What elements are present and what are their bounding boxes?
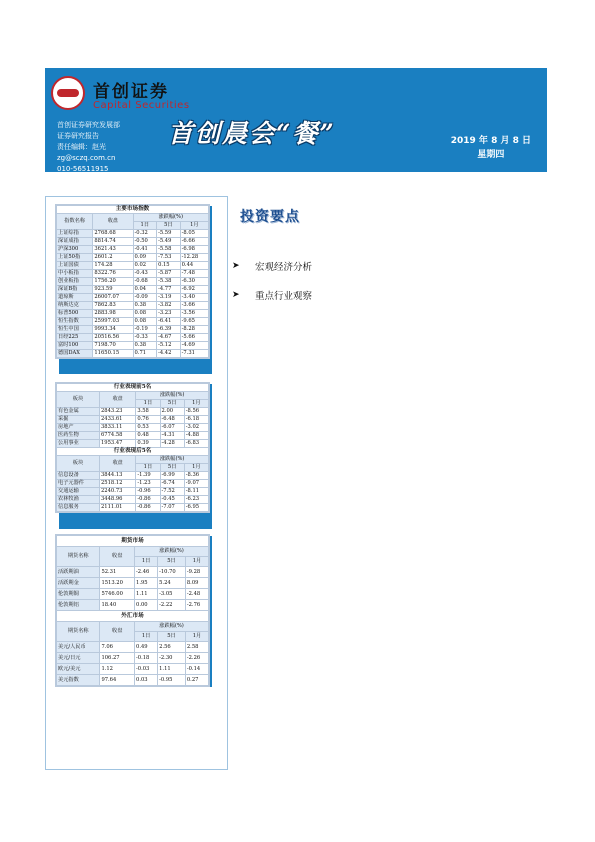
row-value-cell: -3.56 <box>180 310 208 318</box>
row-value-cell: 0.03 <box>135 675 158 686</box>
table-title: 主要市场指数 <box>57 206 209 214</box>
table-row <box>57 416 209 424</box>
table-row <box>57 472 209 480</box>
row-value-cell: -0.41 <box>133 246 157 254</box>
row-name-cell: 德国DAX <box>57 350 93 358</box>
logo-chinese-name: 首创证券 <box>93 82 169 102</box>
row-value-cell: -8.11 <box>184 488 208 496</box>
col-header-period: 1月 <box>185 632 208 642</box>
row-value-cell: 5.24 <box>158 578 186 589</box>
col-header-change: 涨跌幅(%) <box>136 456 209 464</box>
row-value-cell: -0.86 <box>136 496 160 504</box>
row-name-cell: 日经225 <box>57 334 93 342</box>
row-value-cell: 1.12 <box>100 664 135 675</box>
row-value-cell: 11650.15 <box>93 350 133 358</box>
row-value-cell: -8.36 <box>184 472 208 480</box>
row-value-cell: -6.95 <box>184 504 208 512</box>
col-header-period: 1月 <box>180 222 208 230</box>
row-value-cell: 0.00 <box>135 600 158 611</box>
row-value-cell: -4.28 <box>160 440 184 448</box>
editor-label: 责任编辑：赵光 <box>57 143 106 151</box>
row-value-cell: -6.39 <box>157 326 181 334</box>
row-value-cell: -0.14 <box>185 664 208 675</box>
table-row <box>57 334 209 342</box>
row-value-cell: 3448.96 <box>100 496 136 504</box>
list-item[interactable] <box>232 259 312 273</box>
row-name-cell: 创业板指 <box>57 278 93 286</box>
row-name-cell: 信息服务 <box>57 504 100 512</box>
row-value-cell: 1756.20 <box>93 278 133 286</box>
col-header-period: 1日 <box>135 557 158 567</box>
row-value-cell: -6.23 <box>184 496 208 504</box>
table-row <box>57 424 209 432</box>
table-row <box>57 496 209 504</box>
table-row <box>57 318 209 326</box>
row-value-cell: -6.98 <box>180 246 208 254</box>
row-value-cell: -1.23 <box>136 480 160 488</box>
table-row <box>57 294 209 302</box>
col-header-period: 5日 <box>160 464 184 472</box>
row-value-cell: -6.48 <box>160 416 184 424</box>
row-value-cell: 25997.03 <box>93 318 133 326</box>
table-title: 外汇市场 <box>57 611 209 622</box>
row-value-cell: 1.11 <box>158 664 186 675</box>
row-name-cell: 富时100 <box>57 342 93 350</box>
row-value-cell: -0.50 <box>133 238 157 246</box>
row-value-cell: 1.11 <box>135 589 158 600</box>
row-name-cell: 活跃期油 <box>57 567 100 578</box>
row-value-cell: 0.27 <box>185 675 208 686</box>
table-row <box>57 238 209 246</box>
row-value-cell: -6.66 <box>180 238 208 246</box>
col-header-change: 涨跌幅(%) <box>135 547 209 557</box>
table-row <box>57 488 209 496</box>
row-value-cell: 9993.34 <box>93 326 133 334</box>
col-header-close: 收盘 <box>100 622 135 642</box>
row-value-cell: 2240.73 <box>100 488 136 496</box>
table-row <box>57 675 209 686</box>
table-row <box>57 246 209 254</box>
col-header-period: 5日 <box>158 632 186 642</box>
col-header-close: 收盘 <box>100 392 136 408</box>
row-value-cell: 174.28 <box>93 262 133 270</box>
list-item-label: 宏观经济分析 <box>255 262 313 273</box>
row-value-cell: 7198.70 <box>93 342 133 350</box>
row-name-cell: 采掘 <box>57 416 100 424</box>
col-header-period: 1月 <box>184 400 208 408</box>
row-value-cell: -4.67 <box>157 334 181 342</box>
row-value-cell: 1953.47 <box>100 440 136 448</box>
row-value-cell: -6.99 <box>160 472 184 480</box>
row-value-cell: 1513.20 <box>100 578 135 589</box>
row-value-cell: -9.65 <box>180 318 208 326</box>
col-header-period: 1日 <box>133 222 157 230</box>
row-value-cell: -0.18 <box>135 653 158 664</box>
row-value-cell: 923.59 <box>93 286 133 294</box>
table-row <box>57 578 209 589</box>
row-value-cell: -0.86 <box>136 504 160 512</box>
row-name-cell: 农林牧渔 <box>57 496 100 504</box>
table-row <box>57 480 209 488</box>
table-title: 期货市场 <box>57 536 209 547</box>
row-value-cell: -5.38 <box>157 278 181 286</box>
row-value-cell: -5.87 <box>157 270 181 278</box>
row-value-cell: 8814.74 <box>93 238 133 246</box>
row-value-cell: 3.58 <box>136 408 160 416</box>
table-row <box>57 310 209 318</box>
row-value-cell: -6.18 <box>184 416 208 424</box>
row-name-cell: 恒生中国 <box>57 326 93 334</box>
logo-english-name: Capital Securities <box>93 100 190 111</box>
row-value-cell: -8.28 <box>180 326 208 334</box>
row-name-cell: 深证B指 <box>57 286 93 294</box>
row-value-cell: -0.09 <box>133 294 157 302</box>
row-value-cell: 2.58 <box>185 642 208 653</box>
table-row <box>57 600 209 611</box>
row-name-cell: 道琼斯 <box>57 294 93 302</box>
row-value-cell: -7.07 <box>160 504 184 512</box>
row-value-cell: -2.48 <box>185 589 208 600</box>
col-header-name: 板块 <box>57 456 100 472</box>
header-contact-info <box>57 120 120 175</box>
key-points-list <box>232 259 312 317</box>
table-row <box>57 326 209 334</box>
row-value-cell: 0.02 <box>133 262 157 270</box>
row-value-cell: 0.76 <box>136 416 160 424</box>
table-row <box>57 504 209 512</box>
row-value-cell: -4.77 <box>157 286 181 294</box>
row-value-cell: 0.39 <box>136 440 160 448</box>
list-item-label: 重点行业观察 <box>255 291 313 302</box>
row-value-cell: 18.40 <box>100 600 135 611</box>
row-value-cell: 0.15 <box>157 262 181 270</box>
row-value-cell: 7.06 <box>100 642 135 653</box>
col-header-change: 涨跌幅(%) <box>135 622 209 632</box>
col-header-close: 收盘 <box>100 456 136 472</box>
row-value-cell: -5.66 <box>180 334 208 342</box>
row-name-cell: 医药生物 <box>57 432 100 440</box>
row-value-cell: 3844.13 <box>100 472 136 480</box>
row-name-cell: 伦敦期铜 <box>57 589 100 600</box>
row-value-cell: 0.09 <box>133 254 157 262</box>
department-label: 首创证券研究发展部 <box>57 121 120 129</box>
row-value-cell: -9.28 <box>185 567 208 578</box>
row-value-cell: -2.30 <box>158 653 186 664</box>
row-value-cell: -2.22 <box>158 600 186 611</box>
table-row <box>57 432 209 440</box>
company-logo-icon <box>51 76 85 110</box>
row-value-cell: -8.05 <box>180 230 208 238</box>
row-value-cell: 2.56 <box>158 642 186 653</box>
row-name-cell: 恒生指数 <box>57 318 93 326</box>
col-header-close: 收盘 <box>100 547 135 567</box>
row-name-cell: 电子元器件 <box>57 480 100 488</box>
row-value-cell: -0.03 <box>135 664 158 675</box>
row-value-cell: 2518.12 <box>100 480 136 488</box>
table-row <box>57 262 209 270</box>
table-row <box>57 270 209 278</box>
row-value-cell: -6.07 <box>160 424 184 432</box>
row-value-cell: -12.28 <box>180 254 208 262</box>
table-row <box>57 589 209 600</box>
row-value-cell: 0.38 <box>133 342 157 350</box>
col-header-period: 1日 <box>136 464 160 472</box>
row-value-cell: -4.31 <box>160 432 184 440</box>
row-value-cell: -0.68 <box>133 278 157 286</box>
col-header-period: 5日 <box>158 557 186 567</box>
row-name-cell: 纳斯达克 <box>57 302 93 310</box>
row-value-cell: -3.19 <box>157 294 181 302</box>
row-value-cell: 1.95 <box>135 578 158 589</box>
arrow-bullet-icon: ➤ <box>232 261 240 271</box>
report-header <box>45 68 547 172</box>
table-row <box>57 440 209 448</box>
row-value-cell: 0.38 <box>133 302 157 310</box>
row-value-cell: -0.45 <box>160 496 184 504</box>
row-value-cell: -0.95 <box>158 675 186 686</box>
table-row <box>57 350 209 358</box>
row-value-cell: -4.69 <box>180 342 208 350</box>
table-row <box>57 230 209 238</box>
col-header-period: 1月 <box>184 464 208 472</box>
row-value-cell: -0.19 <box>133 326 157 334</box>
row-value-cell: 2768.68 <box>93 230 133 238</box>
row-value-cell: -5.59 <box>157 230 181 238</box>
row-value-cell: -7.48 <box>180 270 208 278</box>
row-value-cell: 2843.23 <box>100 408 136 416</box>
report-type-label: 证券研究报告 <box>57 132 99 140</box>
row-value-cell: 26007.07 <box>93 294 133 302</box>
col-header-name: 板块 <box>57 392 100 408</box>
row-name-cell: 美元指数 <box>57 675 100 686</box>
row-value-cell: 0.04 <box>133 286 157 294</box>
row-value-cell: 8322.76 <box>93 270 133 278</box>
row-value-cell: 2883.98 <box>93 310 133 318</box>
row-value-cell: 2601.2 <box>93 254 133 262</box>
col-header-name: 期货名称 <box>57 622 100 642</box>
row-name-cell: 上证50指 <box>57 254 93 262</box>
row-value-cell: -6.83 <box>184 440 208 448</box>
table-title: 行业表现后5名 <box>57 448 209 456</box>
row-value-cell: -6.30 <box>180 278 208 286</box>
row-value-cell: 8.09 <box>185 578 208 589</box>
table-row <box>57 302 209 310</box>
row-name-cell: 信息设备 <box>57 472 100 480</box>
market-indices-table <box>55 204 210 359</box>
row-value-cell: 20516.56 <box>93 334 133 342</box>
masthead-title: 首创晨会“餐” <box>168 119 336 148</box>
row-value-cell: -9.07 <box>184 480 208 488</box>
col-header-name: 指数名称 <box>57 214 93 230</box>
row-value-cell: -5.58 <box>157 246 181 254</box>
table-row <box>57 642 209 653</box>
col-header-close: 收盘 <box>93 214 133 230</box>
row-name-cell: 沪深300 <box>57 246 93 254</box>
col-header-change: 涨跌幅(%) <box>133 214 209 222</box>
row-name-cell: 交通运输 <box>57 488 100 496</box>
date-line: 2019 年 8 月 8 日 <box>450 136 531 146</box>
row-name-cell: 深证成指 <box>57 238 93 246</box>
row-value-cell: 97.64 <box>100 675 135 686</box>
row-name-cell: 活跃期金 <box>57 578 100 589</box>
row-value-cell: 3621.43 <box>93 246 133 254</box>
row-name-cell: 上证国债 <box>57 262 93 270</box>
row-value-cell: -0.43 <box>133 270 157 278</box>
report-date <box>451 134 531 162</box>
row-value-cell: -5.49 <box>157 238 181 246</box>
row-name-cell: 欧元/美元 <box>57 664 100 675</box>
row-value-cell: -3.05 <box>158 589 186 600</box>
row-value-cell: 3833.11 <box>100 424 136 432</box>
row-value-cell: -3.02 <box>184 424 208 432</box>
col-header-period: 5日 <box>160 400 184 408</box>
row-value-cell: -0.96 <box>136 488 160 496</box>
table-row <box>57 567 209 578</box>
futures-fx-table <box>55 534 210 687</box>
table-row <box>57 653 209 664</box>
row-value-cell: 0.49 <box>135 642 158 653</box>
col-header-change: 涨跌幅(%) <box>136 392 209 400</box>
table-row <box>57 254 209 262</box>
row-value-cell: 7862.83 <box>93 302 133 310</box>
email-text: zg@sczq.com.cn <box>57 154 116 162</box>
row-value-cell: -4.88 <box>184 432 208 440</box>
row-value-cell: 0.48 <box>136 432 160 440</box>
row-name-cell: 公用事业 <box>57 440 100 448</box>
row-value-cell: -8.56 <box>184 408 208 416</box>
table-row <box>57 342 209 350</box>
table-row <box>57 408 209 416</box>
row-value-cell: -0.33 <box>133 334 157 342</box>
col-header-period: 1月 <box>185 557 208 567</box>
phone-text: 010-56511915 <box>57 165 109 173</box>
row-value-cell: -4.42 <box>157 350 181 358</box>
row-value-cell: -0.32 <box>133 230 157 238</box>
row-name-cell: 中小板指 <box>57 270 93 278</box>
table-title: 行业表现前5名 <box>57 384 209 392</box>
row-value-cell: 52.31 <box>100 567 135 578</box>
row-value-cell: 2.00 <box>160 408 184 416</box>
row-name-cell: 房地产 <box>57 424 100 432</box>
arrow-bullet-icon: ➤ <box>232 290 240 300</box>
industry-table <box>55 382 210 513</box>
row-value-cell: 106.27 <box>100 653 135 664</box>
section-title: 投资要点 <box>240 209 300 225</box>
table-row <box>57 664 209 675</box>
table-row <box>57 286 209 294</box>
table-row <box>57 278 209 286</box>
row-value-cell: -2.26 <box>185 653 208 664</box>
col-header-period: 1日 <box>136 400 160 408</box>
row-value-cell: -5.12 <box>157 342 181 350</box>
row-value-cell: -3.23 <box>157 310 181 318</box>
row-value-cell: 2433.61 <box>100 416 136 424</box>
col-header-period: 1日 <box>135 632 158 642</box>
row-value-cell: 2111.01 <box>100 504 136 512</box>
row-value-cell: -3.82 <box>157 302 181 310</box>
row-value-cell: -2.46 <box>135 567 158 578</box>
row-value-cell: -10.70 <box>158 567 186 578</box>
row-value-cell: 6774.58 <box>100 432 136 440</box>
row-name-cell: 美元/日元 <box>57 653 100 664</box>
row-value-cell: -6.41 <box>157 318 181 326</box>
col-header-period: 5日 <box>157 222 181 230</box>
row-value-cell: -7.31 <box>180 350 208 358</box>
row-name-cell: 标普500 <box>57 310 93 318</box>
row-name-cell: 上证综指 <box>57 230 93 238</box>
row-value-cell: -3.66 <box>180 302 208 310</box>
row-value-cell: -1.39 <box>136 472 160 480</box>
row-name-cell: 美元/人民币 <box>57 642 100 653</box>
row-value-cell: 0.71 <box>133 350 157 358</box>
row-value-cell: -3.40 <box>180 294 208 302</box>
row-value-cell: 0.08 <box>133 318 157 326</box>
row-value-cell: -6.92 <box>180 286 208 294</box>
row-name-cell: 有色金属 <box>57 408 100 416</box>
row-value-cell: -7.52 <box>160 488 184 496</box>
row-value-cell: -6.74 <box>160 480 184 488</box>
row-value-cell: -2.76 <box>185 600 208 611</box>
row-value-cell: -7.53 <box>157 254 181 262</box>
list-item[interactable] <box>232 288 312 302</box>
weekday-label: 星期四 <box>477 150 505 160</box>
row-name-cell: 伦敦期铝 <box>57 600 100 611</box>
row-value-cell: 0.08 <box>133 310 157 318</box>
col-header-name: 期货名称 <box>57 547 100 567</box>
row-value-cell: 5746.00 <box>100 589 135 600</box>
row-value-cell: 0.44 <box>180 262 208 270</box>
row-value-cell: 0.53 <box>136 424 160 432</box>
